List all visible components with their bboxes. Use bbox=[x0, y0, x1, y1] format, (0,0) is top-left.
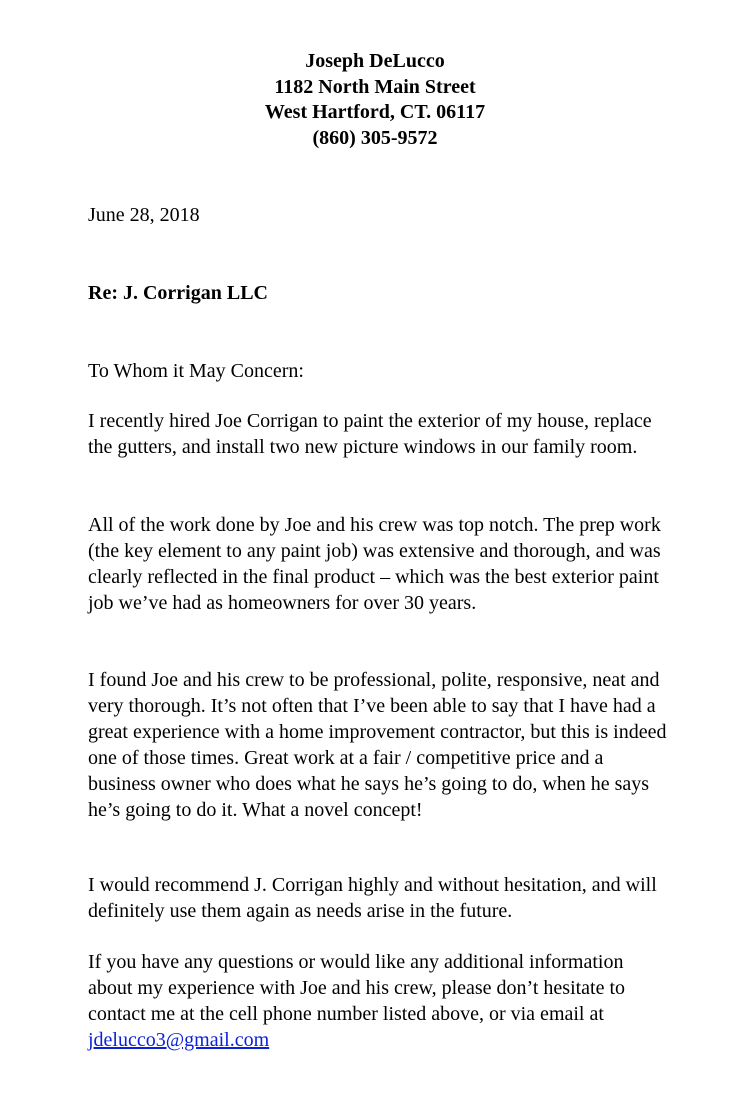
letterhead bbox=[0, 49, 750, 151]
body-paragraph-5 bbox=[88, 949, 668, 1053]
email-link[interactable]: jdelucco3@gmail.com bbox=[88, 1029, 270, 1051]
sender-name: Joseph DeLucco bbox=[305, 50, 445, 72]
letter-salutation: To Whom it May Concern: bbox=[88, 360, 304, 382]
sender-phone: (860) 305-9572 bbox=[312, 126, 438, 149]
body-paragraph-4: I would recommend J. Corrigan highly and without hesitation, and will definitely use them again as needs arise in the future. bbox=[88, 874, 657, 922]
body-paragraph-3: I found Joe and his crew to be professional, polite, responsive, neat and very thorough. It’s not often that I’ve been able to say that I have had a great experience with a home improvement contractor, but this is indeed one of those times. Great work at a fair / competitive price and a business owner who does what he says he’s going to do, when he says he’s going to do it. What a novel concept! bbox=[88, 669, 667, 821]
sender-city-line: West Hartford, CT. 06117 bbox=[264, 101, 486, 123]
body-paragraph-2: All of the work done by Joe and his crew was top notch. The prep work (the key element to any paint job) was extensive and thorough, and was clearly reflected in the final product – which was the best exterior paint job we’ve had as homeowners for over 30 years. bbox=[88, 514, 661, 614]
body-paragraph-5-text: If you have any questions or would like any additional information about my experience with Joe and his crew, please don’t hesitate to contact me at the cell phone number listed above, or via email at bbox=[88, 951, 626, 1025]
letter-date: June 28, 2018 bbox=[88, 204, 200, 226]
sender-street: 1182 North Main Street bbox=[274, 75, 476, 98]
letter-subject: Re: J. Corrigan LLC bbox=[88, 282, 268, 304]
body-paragraph-1: I recently hired Joe Corrigan to paint the exterior of my house, replace the gutters, and install two new picture windows in our family room. bbox=[88, 410, 652, 458]
